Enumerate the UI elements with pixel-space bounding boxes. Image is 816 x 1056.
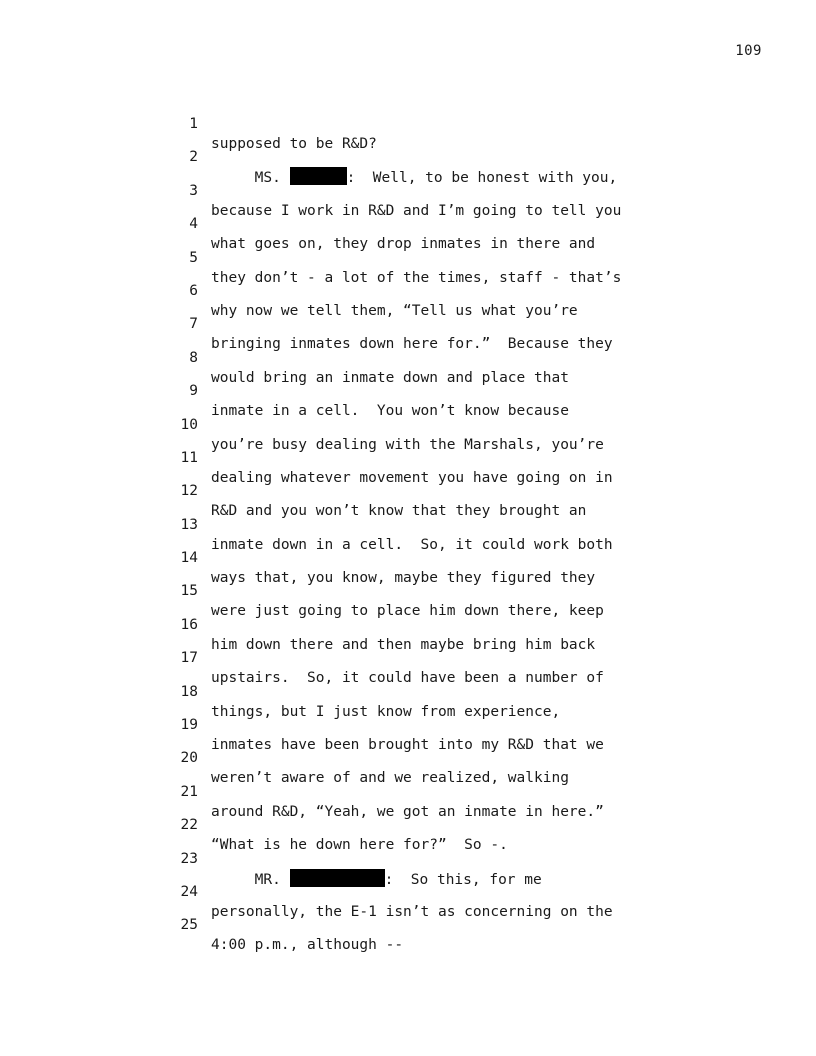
line-number: 6 [189,282,198,299]
line-text: things, but I just know from experience, [211,703,561,720]
transcript-line [0,428,816,486]
line-number: 24 [180,883,198,900]
speaker-statement: : So this, for me [384,871,542,888]
transcript-line [0,127,816,187]
line-number: 17 [180,650,198,667]
speaker-prefix: MR. [254,871,281,888]
transcript-line [0,161,816,219]
transcript-line [0,628,816,687]
line-number: 13 [180,516,198,533]
line-text: weren’t aware of and we realized, walking [211,770,569,787]
line-number: 2 [189,149,198,166]
line-text: were just going to place him down there, keep [211,603,604,620]
transcript-line [0,94,816,152]
line-text: “What is he down here for?” So -. [211,837,508,854]
transcript-line [0,395,816,453]
line-number: 7 [189,316,198,333]
line-text: supposed to be R&D? [211,136,377,152]
line-text: around R&D, “Yeah, we got an inmate in here.” [211,803,604,820]
transcript-line [0,728,816,787]
line-text: R&D and you won’t know that they brought an [211,503,587,520]
line-number: 11 [180,449,198,466]
line-number: 23 [180,850,198,867]
line-number: 19 [180,717,198,734]
line-number: 14 [180,550,198,567]
line-text: what goes on, they drop inmates in there and [211,236,596,253]
line-text: because I work in R&D and I’m going to tell you [211,202,622,219]
line-text: ways that, you know, maybe they figured they [211,570,596,587]
transcript-line [0,829,816,888]
line-number: 21 [180,783,198,800]
transcript-line [0,795,816,854]
speaker-prefix: MS. [254,170,281,187]
line-number: 1 [189,116,198,132]
transcript-line [0,895,816,954]
transcript-line [0,662,816,720]
transcript-line [0,595,816,653]
line-number: 3 [189,182,198,199]
line-text: bringing inmates down here for.” Because they [211,336,613,353]
transcript-line [0,762,816,820]
line-text: 4:00 p.m., although -- [211,937,404,954]
line-number: 12 [180,483,198,500]
transcript-line [0,328,816,386]
line-text: they don’t - a lot of the times, staff - that’s [211,269,622,286]
line-number: 22 [180,817,198,834]
transcript-line [0,361,816,420]
transcript-line [0,528,816,587]
line-number: 9 [189,383,198,400]
line-text: personally, the E-1 isn’t as concerning on the [211,903,613,920]
line-text: inmate down in a cell. So, it could work both [211,536,613,553]
line-number: 5 [189,249,198,266]
transcript-line [0,261,816,319]
transcript-line [0,495,816,553]
transcript-line [0,461,816,520]
line-text: why now we tell them, “Tell us what you’re [211,302,578,319]
line-number: 16 [180,616,198,633]
line-number: 20 [180,750,198,767]
line-number: 25 [180,917,198,934]
line-number: 8 [189,349,198,366]
transcript-line [0,294,816,353]
transcript-body [0,94,816,954]
transcript-line [0,561,816,620]
transcript-line [0,194,816,253]
line-text: would bring an inmate down and place that [211,369,569,386]
line-number: 4 [189,216,198,233]
line-text: upstairs. So, it could have been a number of [211,670,604,687]
line-number: 15 [180,583,198,600]
transcript-line [0,228,816,286]
line-text: inmates have been brought into my R&D that we [211,737,604,754]
page-number: 109 [735,43,762,59]
line-number: 10 [180,416,198,433]
line-text: inmate in a cell. You won’t know because [211,403,569,420]
transcript-line [0,695,816,754]
line-text: him down there and then maybe bring him back [211,636,596,653]
line-number: 18 [180,683,198,700]
line-text: you’re busy dealing with the Marshals, you’re [211,436,604,453]
line-text: dealing whatever movement you have going on in [211,469,613,486]
speaker-statement: : Well, to be honest with you, [346,170,618,187]
transcript-line [0,862,816,920]
